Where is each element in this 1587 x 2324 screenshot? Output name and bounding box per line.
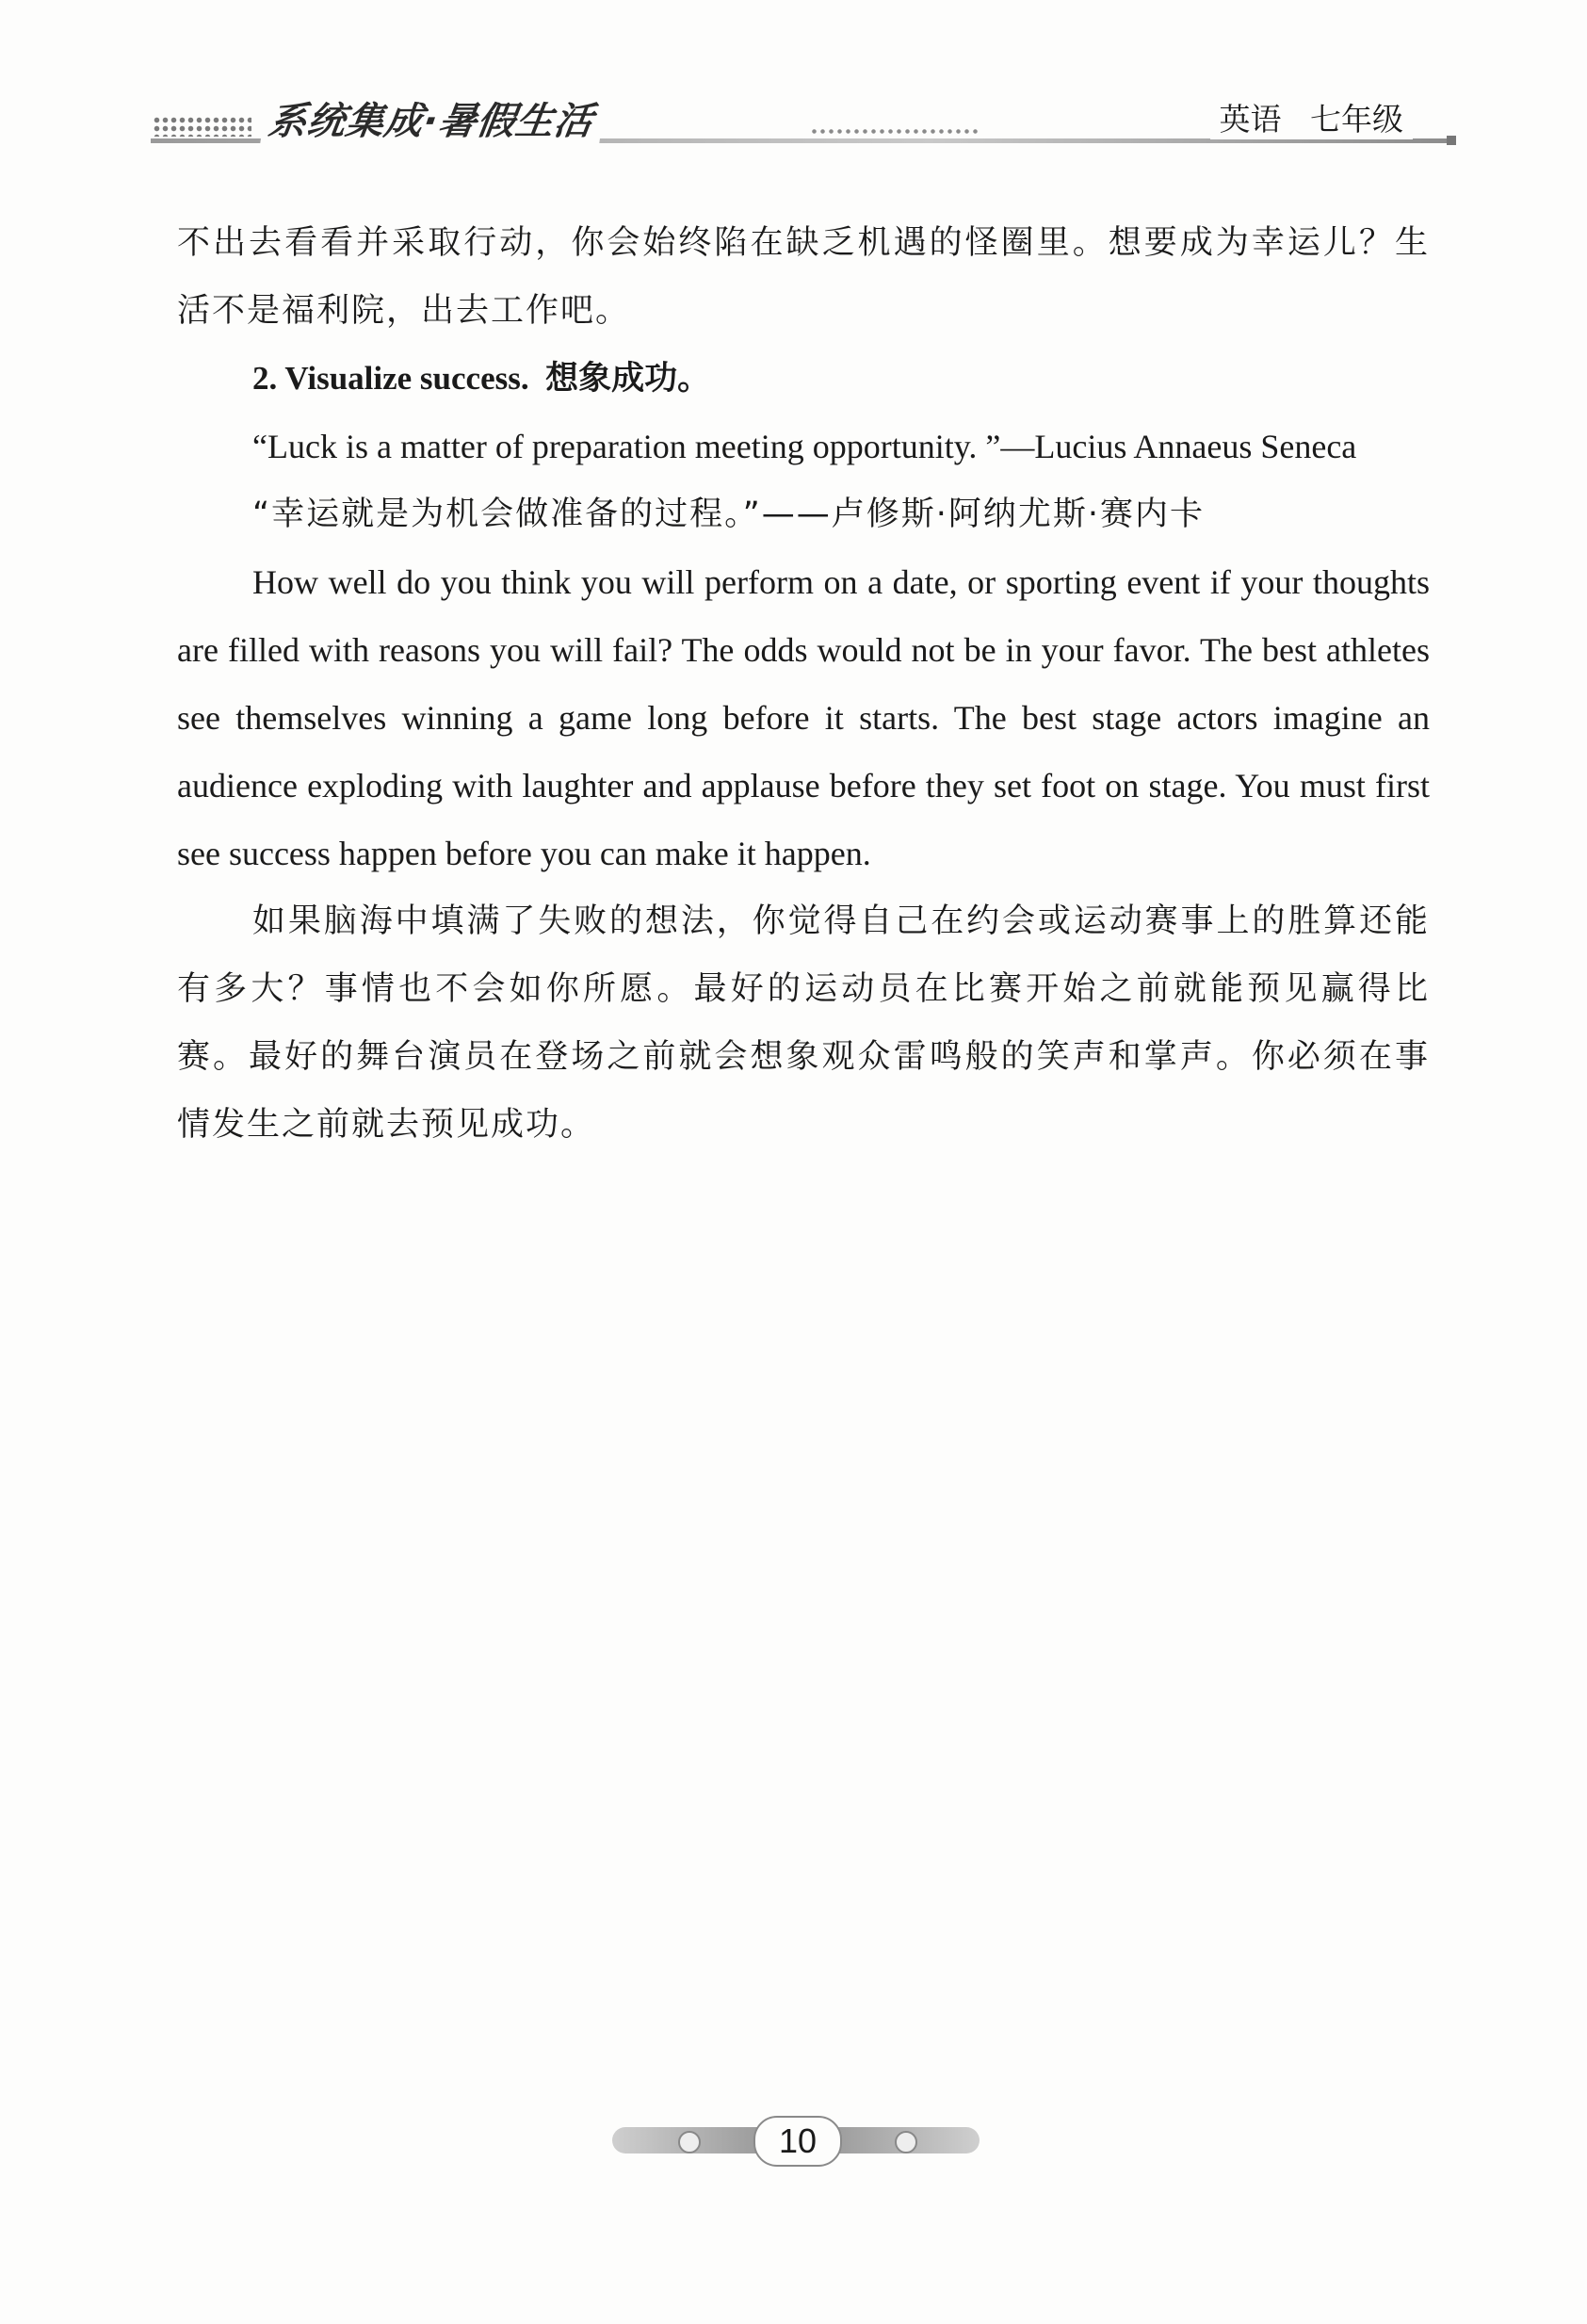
paragraph-zh-intro: 不出去看看并采取行动，你会始终陷在缺乏机遇的怪圈里。想要成为幸运儿？生活不是福利院，出去工作吧。 xyxy=(177,224,1430,330)
footer-ornament-left xyxy=(678,2131,701,2153)
section-heading xyxy=(177,345,1430,413)
page-header xyxy=(151,89,1450,155)
quote-en: “Luck is a matter of preparation meeting opportunity. ”—Lucius Annaeus Seneca xyxy=(252,428,1357,465)
section-heading-en: 2. Visualize success. xyxy=(252,360,529,397)
header-rule-end-mark xyxy=(1447,136,1456,145)
subject-grade: 英语 七年级 xyxy=(1210,95,1414,139)
page-content xyxy=(177,209,1430,1159)
section-heading-zh: 想象成功。 xyxy=(545,360,711,398)
footer-ornament-right xyxy=(895,2131,917,2153)
quote-zh: “幸运就是为机会做准备的过程。”——卢修斯·阿纳尤斯·赛内卡 xyxy=(252,496,1206,533)
paragraph-en: How well do you think you will perform on a date, or sporting event if your thoughts are filled with reasons you will fail? The odds would not be in your favor. The best athletes see themselves winning a game long before it starts. The best stage actors imagine an audience exploding with laughter and applause before they set foot on stage. You must first see success happen before you can make it happen. xyxy=(177,563,1430,872)
header-dot-pattern-left xyxy=(153,116,251,137)
page-number: 10 xyxy=(753,2116,842,2167)
series-title: 系统集成·暑假生活 xyxy=(260,91,607,145)
paragraph-zh: 如果脑海中填满了失败的想法，你觉得自己在约会或运动赛事上的胜算还能有多大？事情也不会如你所愿。最好的运动员在比赛开始之前就能预见赢得比赛。最好的舞台演员在登场之前就会想象观众雷鸣般的笑声和掌声。你必须在事情发生之前就去预见成功。 xyxy=(177,902,1430,1144)
header-dot-pattern-middle xyxy=(810,127,980,137)
page-footer xyxy=(612,2110,980,2167)
